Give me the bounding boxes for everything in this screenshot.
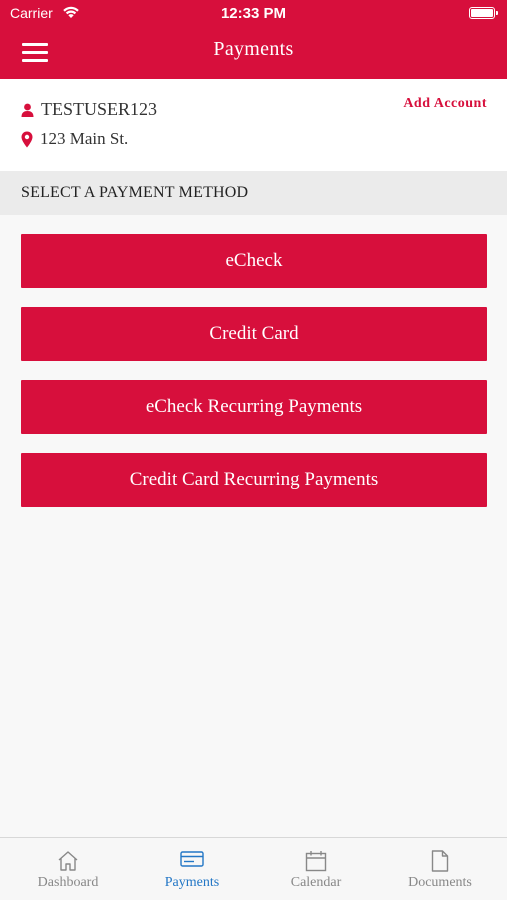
account-address: 123 Main St. — [40, 129, 129, 148]
battery-icon — [469, 7, 495, 19]
nav-bar — [0, 28, 507, 79]
account-address-row — [21, 129, 128, 149]
tab-calendar-label: Calendar — [290, 875, 342, 890]
page-title: Payments — [213, 38, 294, 60]
card-icon — [180, 850, 204, 868]
carrier-label: Carrier — [10, 5, 53, 21]
tab-documents[interactable] — [377, 838, 503, 900]
tab-dashboard[interactable] — [5, 838, 131, 900]
user-icon — [21, 103, 34, 117]
section-title: SELECT A PAYMENT METHOD — [21, 184, 249, 201]
tab-payments[interactable] — [129, 838, 255, 900]
tab-dashboard-label: Dashboard — [37, 875, 99, 890]
echeck-button[interactable]: eCheck — [21, 234, 487, 288]
credit-card-recurring-button[interactable]: Credit Card Recurring Payments — [21, 453, 487, 507]
calendar-icon — [305, 850, 327, 872]
account-username: TESTUSER123 — [41, 99, 158, 119]
tab-bar — [0, 837, 507, 900]
home-icon — [57, 850, 79, 872]
app-header — [0, 0, 507, 79]
section-header — [0, 171, 507, 215]
tab-payments-label: Payments — [164, 875, 220, 890]
location-pin-icon — [21, 131, 33, 148]
clock-time: 12:33 PM — [220, 5, 287, 22]
account-panel — [0, 79, 507, 171]
echeck-recurring-button[interactable]: eCheck Recurring Payments — [21, 380, 487, 434]
status-bar — [0, 0, 507, 28]
tab-calendar[interactable] — [253, 838, 379, 900]
tab-documents-label: Documents — [408, 875, 472, 890]
document-icon — [431, 850, 449, 872]
add-account-link[interactable]: Add Account — [403, 96, 487, 111]
credit-card-button[interactable]: Credit Card — [21, 307, 487, 361]
account-user-row — [21, 99, 157, 120]
